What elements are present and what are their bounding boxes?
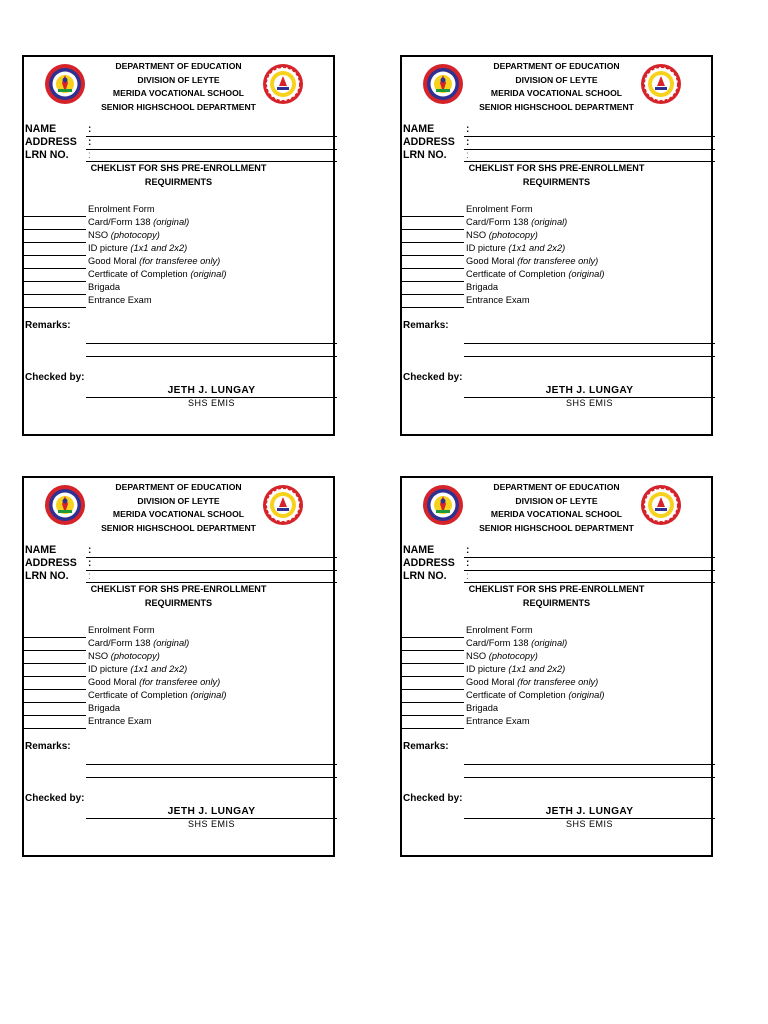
requirement-item — [466, 216, 567, 229]
requirement-item — [466, 676, 598, 689]
requirement-item — [466, 255, 598, 268]
remarks-label: Remarks: — [403, 320, 449, 331]
requirement-text: Brigada — [466, 703, 499, 713]
requirement-text: Enrolment Form — [466, 204, 533, 214]
header-school: MERIDA VOCATIONAL SCHOOL — [490, 509, 623, 519]
address-colon: : — [88, 137, 92, 148]
requirement-text: Enrolment Form — [88, 204, 155, 214]
lrn-colon: : — [466, 571, 469, 582]
requirement-check-line[interactable] — [24, 715, 86, 716]
name-colon: : — [466, 545, 470, 556]
requirement-item — [466, 294, 530, 307]
header-shs-department: SENIOR HIGHSCHOOL DEPARTMENT — [101, 101, 256, 112]
name-field[interactable] — [86, 557, 337, 558]
remarks-line-1[interactable] — [86, 343, 337, 344]
requirement-check-line[interactable] — [402, 268, 464, 269]
requirement-text: ID picture — [88, 664, 131, 674]
lrn-colon: : — [88, 571, 91, 582]
requirement-text: Entrance Exam — [88, 295, 152, 305]
name-field[interactable] — [86, 136, 337, 137]
lrn-label: LRN NO. — [25, 149, 69, 161]
requirement-text: NSO — [88, 651, 111, 661]
requirement-check-line[interactable] — [402, 663, 464, 664]
requirement-text: Entrance Exam — [466, 295, 530, 305]
checked-by-label: Checked by: — [403, 793, 463, 804]
requirement-item — [466, 650, 538, 663]
requirement-check-line[interactable] — [24, 728, 86, 729]
enrollment-checklist-card-1 — [22, 55, 335, 436]
address-field[interactable] — [464, 570, 715, 571]
header-department: DEPARTMENT OF EDUCATION — [493, 61, 620, 71]
header-division: DIVISION OF LEYTE — [137, 74, 220, 85]
requirement-item — [466, 624, 533, 637]
requirement-check-line[interactable] — [402, 702, 464, 703]
requirement-item — [466, 203, 533, 216]
requirement-check-line[interactable] — [24, 307, 86, 308]
remarks-line-1[interactable] — [86, 764, 337, 765]
requirement-item — [88, 229, 160, 242]
address-colon: : — [88, 558, 92, 569]
address-label: ADDRESS — [25, 136, 77, 148]
checklist-title: CHEKLIST FOR SHS PRE-ENROLLMENT — [468, 584, 645, 594]
checklist-title-2: REQUIRMENTS — [522, 177, 591, 187]
requirement-note: (for transferee only) — [139, 677, 221, 687]
requirement-note: (for transferee only) — [517, 677, 599, 687]
requirement-check-line[interactable] — [402, 281, 464, 282]
requirement-note: (for transferee only) — [139, 256, 221, 266]
address-colon: : — [466, 137, 470, 148]
header-shs-department: SENIOR HIGHSCHOOL DEPARTMENT — [479, 101, 634, 112]
requirement-note: (original) — [153, 217, 190, 227]
requirement-text: Card/Form 138 — [88, 638, 154, 648]
enrollment-checklist-card-2 — [400, 55, 713, 436]
requirement-item — [466, 689, 604, 702]
header-department: DEPARTMENT OF EDUCATION — [115, 482, 242, 492]
requirement-note: (original) — [568, 690, 605, 700]
header-shs-department: SENIOR HIGHSCHOOL DEPARTMENT — [101, 522, 256, 533]
requirement-check-line[interactable] — [24, 294, 86, 295]
enrollment-checklist-card-4 — [400, 476, 713, 857]
requirement-check-line[interactable] — [402, 229, 464, 230]
requirement-text: Card/Form 138 — [466, 638, 532, 648]
signer-role: SHS EMIS — [187, 819, 235, 829]
requirement-check-line[interactable] — [24, 216, 86, 217]
header-shs-department: SENIOR HIGHSCHOOL DEPARTMENT — [479, 522, 634, 533]
signer-role: SHS EMIS — [187, 398, 235, 408]
requirement-item — [466, 715, 530, 728]
address-label: ADDRESS — [25, 557, 77, 569]
requirement-check-line[interactable] — [24, 689, 86, 690]
signer-name: JETH J. LUNGAY — [167, 806, 256, 817]
requirement-item — [88, 216, 189, 229]
header-division: DIVISION OF LEYTE — [515, 495, 598, 506]
requirement-note: (1x1 and 2x2) — [508, 243, 566, 253]
header-school: MERIDA VOCATIONAL SCHOOL — [490, 88, 623, 98]
requirement-check-line[interactable] — [24, 281, 86, 282]
name-label: NAME — [25, 123, 57, 135]
requirement-text: ID picture — [466, 664, 509, 674]
requirement-check-line[interactable] — [402, 715, 464, 716]
remarks-line-1[interactable] — [464, 343, 715, 344]
checked-by-label: Checked by: — [25, 372, 85, 383]
requirement-text: Enrolment Form — [88, 625, 155, 635]
requirement-text: NSO — [88, 230, 111, 240]
requirement-note: (photocopy) — [488, 230, 538, 240]
enrollment-checklist-card-3 — [22, 476, 335, 857]
requirement-item — [88, 676, 220, 689]
requirement-text: Entrance Exam — [88, 716, 152, 726]
requirement-item — [88, 294, 152, 307]
name-field[interactable] — [464, 136, 715, 137]
requirement-item — [466, 702, 498, 715]
signer-name: JETH J. LUNGAY — [545, 806, 634, 817]
requirement-note: (original) — [190, 690, 227, 700]
lrn-label: LRN NO. — [403, 149, 447, 161]
requirement-item — [466, 281, 498, 294]
requirement-note: (photocopy) — [110, 230, 160, 240]
name-colon: : — [466, 124, 470, 135]
requirement-text: Enrolment Form — [466, 625, 533, 635]
requirement-text: Good Moral — [466, 677, 518, 687]
requirement-check-line[interactable] — [402, 676, 464, 677]
requirement-note: (original) — [190, 269, 227, 279]
name-label: NAME — [403, 123, 435, 135]
requirement-text: Good Moral — [88, 677, 140, 687]
requirement-check-line[interactable] — [402, 650, 464, 651]
requirement-note: (1x1 and 2x2) — [130, 664, 188, 674]
name-colon: : — [88, 545, 92, 556]
requirement-check-line[interactable] — [24, 242, 86, 243]
requirement-check-line[interactable] — [402, 637, 464, 638]
signer-name: JETH J. LUNGAY — [545, 385, 634, 396]
requirement-item — [88, 689, 226, 702]
remarks-line-2[interactable] — [86, 356, 337, 357]
requirement-check-line[interactable] — [402, 689, 464, 690]
name-field[interactable] — [464, 557, 715, 558]
requirement-item — [88, 637, 189, 650]
requirement-note: (for transferee only) — [517, 256, 599, 266]
requirement-check-line[interactable] — [402, 294, 464, 295]
requirement-check-line[interactable] — [402, 307, 464, 308]
checklist-title: CHEKLIST FOR SHS PRE-ENROLLMENT — [90, 584, 267, 594]
requirement-check-line[interactable] — [24, 637, 86, 638]
checklist-title-2: REQUIRMENTS — [522, 598, 591, 608]
requirement-text: Brigada — [88, 282, 121, 292]
requirement-check-line[interactable] — [24, 255, 86, 256]
remarks-label: Remarks: — [403, 741, 449, 752]
requirement-text: Entrance Exam — [466, 716, 530, 726]
requirement-note: (photocopy) — [110, 651, 160, 661]
checked-by-label: Checked by: — [25, 793, 85, 804]
signer-name: JETH J. LUNGAY — [167, 385, 256, 396]
requirement-item — [88, 203, 155, 216]
lrn-label: LRN NO. — [403, 570, 447, 582]
requirement-text: Card/Form 138 — [88, 217, 154, 227]
requirement-note: (original) — [531, 217, 568, 227]
requirement-text: NSO — [466, 651, 489, 661]
requirement-item — [466, 229, 538, 242]
requirement-text: Good Moral — [88, 256, 140, 266]
header-division: DIVISION OF LEYTE — [137, 495, 220, 506]
checklist-title-2: REQUIRMENTS — [144, 598, 213, 608]
requirement-item — [466, 268, 604, 281]
requirement-note: (original) — [531, 638, 568, 648]
address-label: ADDRESS — [403, 557, 455, 569]
checklist-title-2: REQUIRMENTS — [144, 177, 213, 187]
address-colon: : — [466, 558, 470, 569]
name-label: NAME — [25, 544, 57, 556]
requirement-text: NSO — [466, 230, 489, 240]
requirement-item — [88, 702, 120, 715]
requirement-check-line[interactable] — [24, 663, 86, 664]
requirement-check-line[interactable] — [24, 702, 86, 703]
name-colon: : — [88, 124, 92, 135]
requirement-check-line[interactable] — [402, 728, 464, 729]
requirement-note: (original) — [568, 269, 605, 279]
requirement-check-line[interactable] — [402, 255, 464, 256]
remarks-line-2[interactable] — [86, 777, 337, 778]
requirement-check-line[interactable] — [402, 216, 464, 217]
requirement-item — [88, 268, 226, 281]
requirement-note: (1x1 and 2x2) — [508, 664, 566, 674]
lrn-colon: : — [466, 150, 469, 161]
header-school: MERIDA VOCATIONAL SCHOOL — [112, 509, 245, 519]
address-label: ADDRESS — [403, 136, 455, 148]
requirement-check-line[interactable] — [402, 242, 464, 243]
checklist-title: CHEKLIST FOR SHS PRE-ENROLLMENT — [90, 163, 267, 173]
signer-role: SHS EMIS — [565, 819, 613, 829]
remarks-line-1[interactable] — [464, 764, 715, 765]
requirement-item — [88, 650, 160, 663]
requirement-text: Card/Form 138 — [466, 217, 532, 227]
requirement-item — [466, 663, 565, 676]
remarks-label: Remarks: — [25, 741, 71, 752]
remarks-line-2[interactable] — [464, 777, 715, 778]
lrn-label: LRN NO. — [25, 570, 69, 582]
requirement-note: (photocopy) — [488, 651, 538, 661]
requirement-item — [88, 624, 155, 637]
name-label: NAME — [403, 544, 435, 556]
requirement-note: (original) — [153, 638, 190, 648]
address-field[interactable] — [464, 149, 715, 150]
requirement-text: Brigada — [466, 282, 499, 292]
requirement-text: Certficate of Completion — [466, 690, 569, 700]
requirement-item — [88, 663, 187, 676]
requirement-item — [466, 242, 565, 255]
requirement-check-line[interactable] — [24, 268, 86, 269]
lrn-colon: : — [88, 150, 91, 161]
requirement-text: ID picture — [88, 243, 131, 253]
address-field[interactable] — [86, 149, 337, 150]
requirement-item — [88, 242, 187, 255]
requirement-text: Certficate of Completion — [88, 269, 191, 279]
header-school: MERIDA VOCATIONAL SCHOOL — [112, 88, 245, 98]
signer-role: SHS EMIS — [565, 398, 613, 408]
requirement-note: (1x1 and 2x2) — [130, 243, 188, 253]
requirement-check-line[interactable] — [24, 650, 86, 651]
requirement-text: Brigada — [88, 703, 121, 713]
requirement-check-line[interactable] — [24, 229, 86, 230]
requirement-item — [88, 281, 120, 294]
requirement-check-line[interactable] — [24, 676, 86, 677]
checklist-title: CHEKLIST FOR SHS PRE-ENROLLMENT — [468, 163, 645, 173]
requirement-item — [88, 255, 220, 268]
requirement-text: Good Moral — [466, 256, 518, 266]
requirement-text: Certficate of Completion — [88, 690, 191, 700]
requirement-text: Certficate of Completion — [466, 269, 569, 279]
header-department: DEPARTMENT OF EDUCATION — [493, 482, 620, 492]
requirement-text: ID picture — [466, 243, 509, 253]
remarks-label: Remarks: — [25, 320, 71, 331]
checked-by-label: Checked by: — [403, 372, 463, 383]
requirement-item — [466, 637, 567, 650]
header-department: DEPARTMENT OF EDUCATION — [115, 61, 242, 71]
requirement-item — [88, 715, 152, 728]
address-field[interactable] — [86, 570, 337, 571]
remarks-line-2[interactable] — [464, 356, 715, 357]
header-division: DIVISION OF LEYTE — [515, 74, 598, 85]
